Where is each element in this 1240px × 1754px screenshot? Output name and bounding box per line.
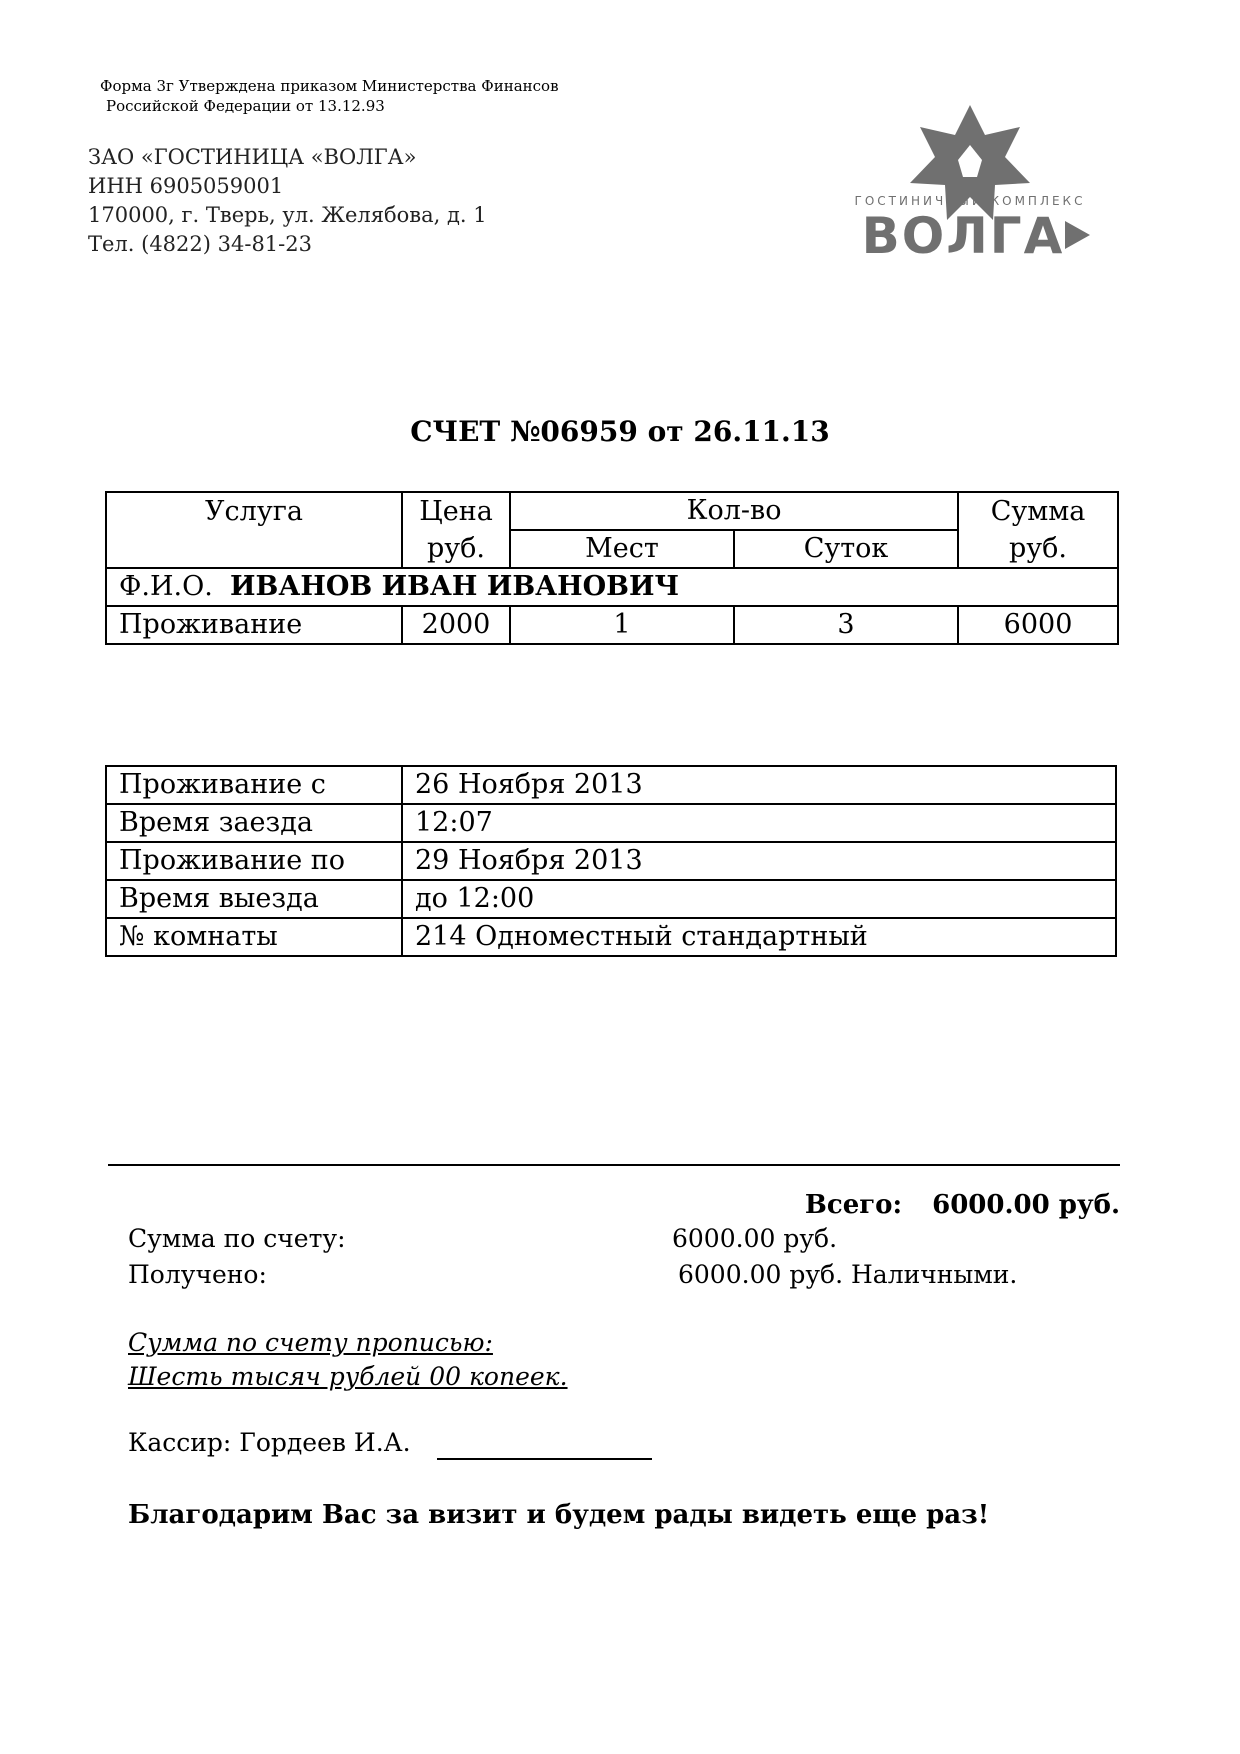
total-label: Всего: — [804, 1190, 903, 1220]
header-price-line2: руб. — [402, 530, 510, 568]
services-table — [105, 491, 1119, 645]
stay-value: 29 Ноября 2013 — [402, 842, 1116, 880]
stay-label: Время выезда — [106, 880, 402, 918]
logo-brand: ВОЛГА — [861, 207, 1065, 265]
table-row — [106, 804, 1116, 842]
invoice-title: СЧЕТ №06959 от 26.11.13 — [410, 415, 830, 448]
logo-tagline: ГОСТИНИЧНЫЙ КОМПЛЕКС — [854, 194, 1086, 208]
header-sum-line1: Сумма — [958, 492, 1118, 530]
row-price: 2000 — [402, 606, 510, 644]
org-inn: ИНН 6905059001 — [88, 174, 284, 198]
invoice-sum-value: 6000.00 руб. — [672, 1224, 838, 1253]
header-price-line1: Цена — [402, 492, 510, 530]
signature-line — [437, 1436, 652, 1460]
table-row — [106, 606, 1118, 644]
form-note — [100, 76, 559, 116]
form-note-line1: Форма 3г Утверждена приказом Министерства Финансов — [100, 77, 559, 95]
table-row — [106, 766, 1116, 804]
sum-in-words-value: Шесть тысяч рублей 00 копеек. — [128, 1362, 568, 1391]
stay-value: 26 Ноября 2013 — [402, 766, 1116, 804]
header-days: Суток — [734, 530, 958, 568]
stay-value: 214 Одноместный стандартный — [402, 918, 1116, 956]
invoice-sum-label: Сумма по счету: — [128, 1224, 346, 1253]
row-service: Проживание — [106, 606, 402, 644]
stay-label: № комнаты — [106, 918, 402, 956]
header-sum-line2: руб. — [958, 530, 1118, 568]
stay-value: 12:07 — [402, 804, 1116, 842]
stay-label: Проживание по — [106, 842, 402, 880]
guest-cell — [106, 568, 1118, 606]
table-row — [106, 842, 1116, 880]
stay-value: до 12:00 — [402, 880, 1116, 918]
row-sum: 6000 — [958, 606, 1118, 644]
cashier-line — [128, 1426, 652, 1460]
guest-name: ИВАНОВ ИВАН ИВАНОВИЧ — [230, 571, 680, 602]
arrow-icon — [1065, 221, 1090, 249]
row-places: 1 — [510, 606, 734, 644]
divider — [108, 1164, 1120, 1166]
form-note-line2: Российской Федерации от 13.12.93 — [106, 97, 385, 115]
org-address: 170000, г. Тверь, ул. Желябова, д. 1 — [88, 203, 487, 227]
total-value: 6000.00 руб. — [932, 1190, 1120, 1220]
guest-label: Ф.И.О. — [119, 571, 213, 602]
hotel-logo — [845, 105, 1095, 265]
stay-label: Время заезда — [106, 804, 402, 842]
received-value: 6000.00 руб. Наличными. — [678, 1260, 1018, 1289]
table-row — [106, 880, 1116, 918]
thank-you-message: Благодарим Вас за визит и будем рады видеть еще раз! — [128, 1500, 990, 1530]
stay-details-table — [105, 765, 1117, 957]
sum-in-words-label: Сумма по счету прописью: — [128, 1328, 493, 1357]
received-label: Получено: — [128, 1260, 267, 1289]
services-header-row-1 — [106, 492, 1118, 530]
grand-total — [805, 1190, 1120, 1220]
table-row — [106, 918, 1116, 956]
organization-block — [88, 143, 487, 259]
header-places: Мест — [510, 530, 734, 568]
stay-label: Проживание с — [106, 766, 402, 804]
org-name: ЗАО «ГОСТИНИЦА «ВОЛГА» — [88, 145, 417, 169]
cashier-name: Кассир: Гордеев И.А. — [128, 1428, 411, 1457]
org-phone: Тел. (4822) 34-81-23 — [88, 232, 312, 256]
row-days: 3 — [734, 606, 958, 644]
header-service: Услуга — [106, 492, 402, 568]
guest-row — [106, 568, 1118, 606]
header-qty: Кол-во — [510, 492, 958, 530]
